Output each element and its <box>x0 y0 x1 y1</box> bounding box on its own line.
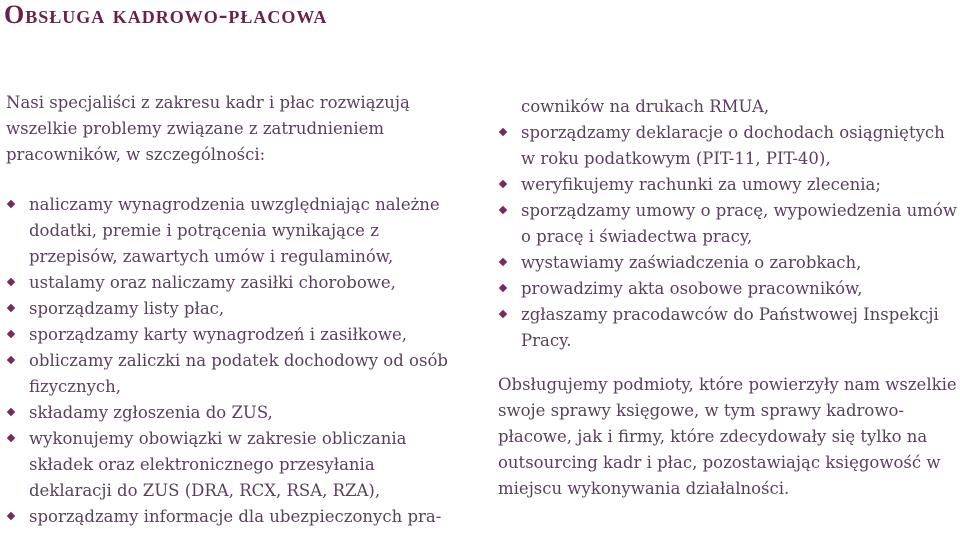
list-item: zgłaszamy pracodawców do Państwowej Inspekcji Pracy. <box>498 302 958 354</box>
diamond-bullet-icon <box>499 284 507 292</box>
diamond-bullet-icon <box>499 128 507 136</box>
list-item: wystawiamy zaświadczenia o zarobkach, <box>498 250 958 276</box>
list-item: sporządzamy umowy o pracę, wypowiedzenia umów o pracę i świadectwa pracy, <box>498 198 958 250</box>
diamond-bullet-icon <box>499 310 507 318</box>
list-item: naliczamy wynagrodzenia uwzględniając należne dodatki, premie i potrącenia wynikające z przepisów, zawartych umów i regulaminów, <box>6 192 454 270</box>
page-title: Obsługa kadrowo-płacowa <box>4 0 328 29</box>
list-item: sporządzamy karty wynagrodzeń i zasiłkowe, <box>6 322 454 348</box>
diamond-bullet-icon <box>499 206 507 214</box>
closing-paragraph: Obsługujemy podmioty, które powierzyły nam wszelkie swoje sprawy księgowe, w tym sprawy kadrowo-płacowe, jak i firmy, które zdecydowały się tylko na outsourcing kadr i płac, pozostawiając księgowość w miejscu wykonywania działalności. <box>498 375 957 498</box>
left-column <box>6 90 454 530</box>
right-column <box>498 94 958 502</box>
list-item: prowadzimy akta osobowe pracowników, <box>498 276 958 302</box>
list-item: wykonujemy obowiązki w zakresie obliczania składek oraz elektronicznego przesyłania deklaracji do ZUS (DRA, RCX, RSA, RZA), <box>6 426 454 504</box>
list-item: sporządzamy informacje dla ubezpieczonych pra- <box>6 504 454 530</box>
services-list-continued <box>498 94 958 354</box>
list-item: składamy zgłoszenia do ZUS, <box>6 400 454 426</box>
diamond-bullet-icon <box>7 330 15 338</box>
diamond-bullet-icon <box>7 278 15 286</box>
list-item: obliczamy zaliczki na podatek dochodowy od osób fizycznych, <box>6 348 454 400</box>
diamond-bullet-icon <box>7 512 15 520</box>
diamond-bullet-icon <box>499 258 507 266</box>
diamond-bullet-icon <box>7 200 15 208</box>
list-item: sporządzamy listy płac, <box>6 296 454 322</box>
list-item-continuation: cowników na drukach RMUA, <box>521 97 770 116</box>
services-list <box>6 192 454 530</box>
list-item: weryfikujemy rachunki za umowy zlecenia; <box>498 172 958 198</box>
diamond-bullet-icon <box>7 304 15 312</box>
diamond-bullet-icon <box>499 180 507 188</box>
intro-paragraph: Nasi specjaliści z zakresu kadr i płac rozwiązują wszelkie problemy związane z zatrudnieniem pracowników, w szczególności: <box>6 93 410 164</box>
diamond-bullet-icon <box>7 434 15 442</box>
list-item: sporządzamy deklaracje o dochodach osiągniętych w roku podatkowym (PIT-11, PIT-40), <box>498 120 958 172</box>
diamond-bullet-icon <box>7 408 15 416</box>
list-item: ustalamy oraz naliczamy zasiłki chorobowe, <box>6 270 454 296</box>
diamond-bullet-icon <box>7 356 15 364</box>
